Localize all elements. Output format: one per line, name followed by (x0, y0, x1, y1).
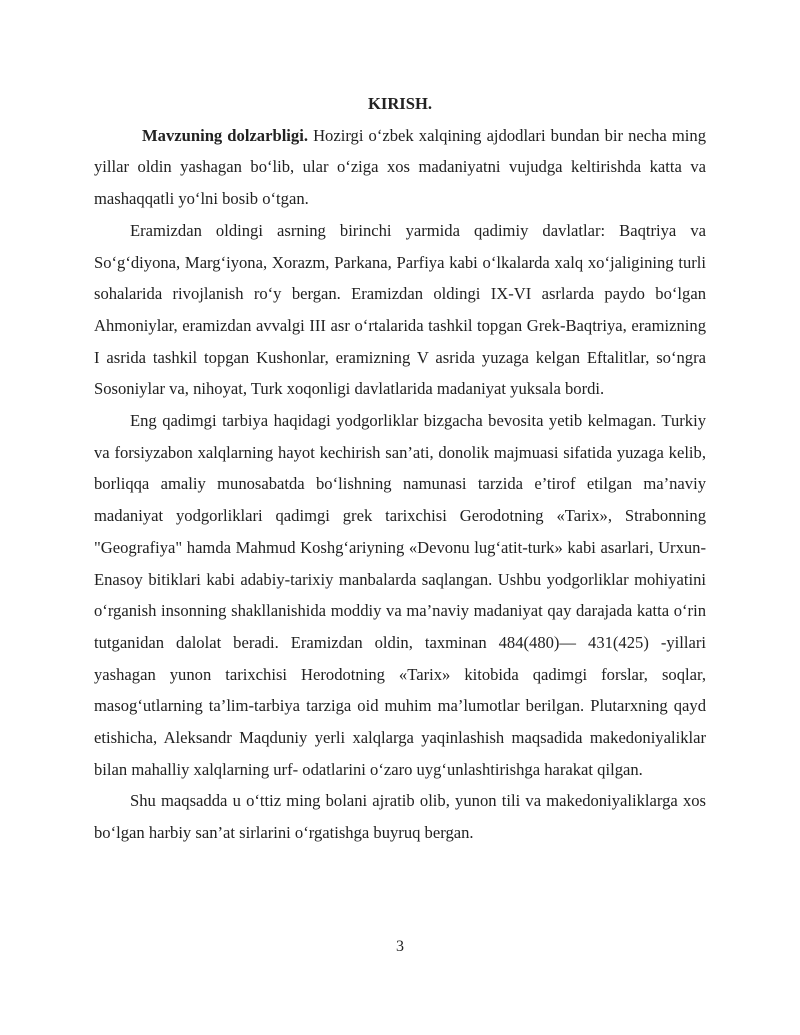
page-title: KIRISH. (367, 94, 433, 113)
paragraph-ancient-states: Eramizdan oldingi asrning birinchi yarmida qadimiy davlatlar: Baqtriya va So‘g‘diyona, Marg‘iyona, Xorazm, Parkana, Parfiya kabi o‘lkalarda xalq xo‘jaligining turli sohalarida rivojlanish ro‘y bergan. Eramizdan oldingi IX-VI asrlarda paydo bo‘lgan Ahmoniylar, eramizdan avvalgi III asr o‘rtalarida tashkil topgan Grek-Baqtriya, eramizning I asrida tashkil topgan Kushonlar, eramizning V asrida yuzaga kelgan Eftalitlar, so‘ngra Sosoniylar va, nihoyat, Turk xoqonligi davlatlarida madaniyat yuksala bordi. (94, 220, 706, 399)
paragraph-relevance (94, 120, 706, 215)
paragraph-text: Hozirgi o‘zbek xalqining ajdodlari bundan bir necha ming yillar oldin yashagan bo‘lib, ular o‘ziga xos madaniyatni vujudga keltirishda katta va mashaqqatli yo‘lni bosib o‘tgan. (94, 125, 707, 209)
document-page (94, 88, 706, 849)
paragraph-monuments: Eng qadimgi tarbiya haqidagi yodgorliklar bizgacha bevosita yetib kelmagan. Turkiy va forsiyzabon xalqlarning hayot kechirish san’ati, donolik majmuasi sifatida yuzaga kelib, borliqqa amaliy munosabatda bo‘lishning namunasi tarzida e’tirof etilgan ma’naviy madaniyat yodgorliklari qadimgi grek tarixchisi Gerodotning «Tarix», Strabonning "Geografiya" hamda Mahmud Koshg‘ariyning «Devonu lug‘atit-turk» kabi asarlari, Urxun-Enasoy bitiklari kabi adabiy-tarixiy manbalarda saqlangan. Ushbu yodgorliklar mohiyatini o‘rganish insonning shakllanishida moddiy va ma’naviy madaniyat qay darajada katta o‘rin tutganidan dalolat beradi. Eramizdan oldin, taxminan 484(480)— 431(425) -yillari yashagan yunon tarixchisi Herodotning «Tarix» kitobida qadimgi forslar, soqlar, masog‘utlarning ta’lim-tarbiya tarziga oid muhim ma’lumotlar berilgan. Plutarxning qayd etishicha, Aleksandr Maqduniy yerli xalqlarga yaqinlashish maqsadida makedoniyaliklar bilan mahalliy xalqlarning urf- odatlarini o‘zaro uyg‘unlashtirishga harakat qilgan. (94, 411, 706, 779)
paragraph-lead: Mavzuning dolzarbligi. (142, 125, 308, 145)
page-number: 3 (396, 938, 404, 955)
paragraph-thirty-thousand: Shu maqsadda u o‘ttiz ming bolani ajratib olib, yunon tili va makedoniyaliklarga xos bo‘lgan harbiy san’at sirlarini o‘rgatishga buyruq bergan. (94, 791, 706, 843)
